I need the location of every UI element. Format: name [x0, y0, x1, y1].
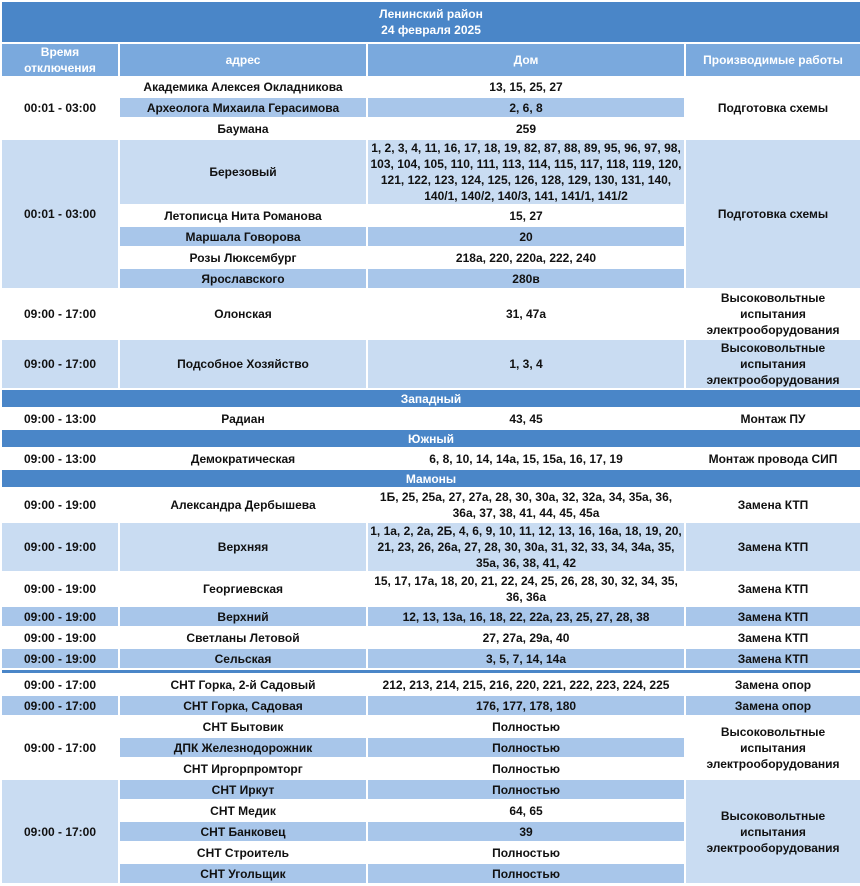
table-row [1, 408, 860, 429]
address-cell: ДПК Железнодорожник [119, 737, 367, 758]
table-row [1, 606, 860, 627]
section-row [1, 469, 860, 488]
house-cell: 15, 17, 17а, 18, 20, 21, 22, 24, 25, 26, 28, 30, 32, 34, 35, 36, 36а [367, 572, 685, 606]
house-cell: Полностью [367, 716, 685, 737]
works-cell: Замена КТП [685, 648, 860, 669]
time-cell: 09:00 - 17:00 [1, 289, 119, 339]
address-cell: Подсобное Хозяйство [119, 339, 367, 389]
address-cell: Академика Алексея Окладникова [119, 77, 367, 97]
works-cell: Подготовка схемы [685, 139, 860, 289]
table-title [1, 1, 860, 43]
works-cell: Замена КТП [685, 572, 860, 606]
header-house: Дом [367, 43, 685, 77]
time-cell: 09:00 - 19:00 [1, 606, 119, 627]
address-cell: СНТ Горка, 2-й Садовый [119, 674, 367, 695]
works-cell: Замена КТП [685, 488, 860, 522]
district-name: Ленинский район [379, 7, 483, 21]
house-cell: 27, 27а, 29а, 40 [367, 627, 685, 648]
address-cell: Верхний [119, 606, 367, 627]
section-row [1, 389, 860, 408]
address-cell: СНТ Угольщик [119, 863, 367, 884]
time-cell: 09:00 - 19:00 [1, 488, 119, 522]
section-row [1, 429, 860, 448]
section-title: Западный [1, 389, 860, 408]
address-cell: Археолога Михаила Герасимова [119, 97, 367, 118]
address-cell: Александра Дербышева [119, 488, 367, 522]
works-cell: Монтаж ПУ [685, 408, 860, 429]
header-time: Время отключения [1, 43, 119, 77]
time-cell: 09:00 - 17:00 [1, 695, 119, 716]
address-cell: СНТ Бытовик [119, 716, 367, 737]
time-cell: 09:00 - 13:00 [1, 448, 119, 469]
address-cell: Радиан [119, 408, 367, 429]
house-cell: Полностью [367, 758, 685, 779]
table-row [1, 488, 860, 522]
works-cell: Замена КТП [685, 522, 860, 572]
house-cell: 218а, 220, 220а, 222, 240 [367, 247, 685, 268]
house-cell: Полностью [367, 737, 685, 758]
header-row [1, 43, 860, 77]
address-cell: Летописца Нита Романова [119, 205, 367, 226]
address-cell: СНТ Иргорпромторг [119, 758, 367, 779]
table-row [1, 448, 860, 469]
time-cell: 09:00 - 19:00 [1, 648, 119, 669]
works-cell: Замена опор [685, 674, 860, 695]
section-title: Южный [1, 429, 860, 448]
works-cell: Замена КТП [685, 627, 860, 648]
works-cell: Монтаж провода СИП [685, 448, 860, 469]
table-row [1, 572, 860, 606]
table-row [1, 289, 860, 339]
house-cell: 1, 1а, 2, 2а, 2Б, 4, 6, 9, 10, 11, 12, 13, 16, 16а, 18, 19, 20, 21, 23, 26, 26а, 27, 28, 30, 30а, 31, 32, 33, 34, 34а, 35, 35а, 36, 38, 41, 42 [367, 522, 685, 572]
time-cell: 09:00 - 13:00 [1, 408, 119, 429]
address-cell: Березовый [119, 139, 367, 205]
house-cell: 12, 13, 13а, 16, 18, 22, 22а, 23, 25, 27, 28, 38 [367, 606, 685, 627]
house-cell: 1Б, 25, 25а, 27, 27а, 28, 30, 30а, 32, 32а, 34, 35а, 36, 36а, 37, 38, 41, 44, 45, 45а [367, 488, 685, 522]
address-cell: Маршала Говорова [119, 226, 367, 247]
house-cell: 13, 15, 25, 27 [367, 77, 685, 97]
house-cell: 43, 45 [367, 408, 685, 429]
house-cell: Полностью [367, 779, 685, 800]
time-cell: 09:00 - 19:00 [1, 627, 119, 648]
address-cell: СНТ Медик [119, 800, 367, 821]
address-cell: Демократическая [119, 448, 367, 469]
house-cell: Полностью [367, 863, 685, 884]
address-cell: СНТ Банковец [119, 821, 367, 842]
address-cell: Георгиевская [119, 572, 367, 606]
table-row [1, 695, 860, 716]
address-cell: Верхняя [119, 522, 367, 572]
house-cell: 20 [367, 226, 685, 247]
table-row [1, 648, 860, 669]
works-cell: Высоковольтные испытания электрооборудования [685, 779, 860, 884]
section-title: Мамоны [1, 469, 860, 488]
house-cell: 1, 2, 3, 4, 11, 16, 17, 18, 19, 82, 87, 88, 89, 95, 96, 97, 98, 103, 104, 105, 110, 111, 113, 114, 115, 117, 118, 119, 120, 121, 122, 123, 124, 125, 126, 128, 129, 130, 131, 140, 140/1, 140/2, 140/3, 141, 141/1, 141/2 [367, 139, 685, 205]
works-cell: Высоковольтные испытания электрооборудования [685, 289, 860, 339]
works-cell: Высоковольтные испытания электрооборудования [685, 339, 860, 389]
address-cell: Олонская [119, 289, 367, 339]
address-cell: СНТ Иркут [119, 779, 367, 800]
table-row [1, 674, 860, 695]
works-cell: Высоковольтные испытания электрооборудования [685, 716, 860, 779]
house-cell: 176, 177, 178, 180 [367, 695, 685, 716]
works-cell: Подготовка схемы [685, 77, 860, 139]
address-cell: Баумана [119, 118, 367, 139]
house-cell: 64, 65 [367, 800, 685, 821]
table-row [1, 77, 860, 97]
table-row [1, 522, 860, 572]
time-cell: 09:00 - 17:00 [1, 779, 119, 884]
table-row [1, 627, 860, 648]
table-row [1, 139, 860, 205]
house-cell: 280в [367, 268, 685, 289]
table-row [1, 716, 860, 737]
address-cell: СНТ Строитель [119, 842, 367, 863]
table-row [1, 779, 860, 800]
time-cell: 09:00 - 19:00 [1, 522, 119, 572]
house-cell: 3, 5, 7, 14, 14а [367, 648, 685, 669]
address-cell: Розы Люксембург [119, 247, 367, 268]
works-cell: Замена КТП [685, 606, 860, 627]
house-cell: 31, 47а [367, 289, 685, 339]
time-cell: 09:00 - 17:00 [1, 674, 119, 695]
header-address: адрес [119, 43, 367, 77]
house-cell: 39 [367, 821, 685, 842]
time-cell: 09:00 - 19:00 [1, 572, 119, 606]
house-cell: 1, 3, 4 [367, 339, 685, 389]
works-cell: Замена опор [685, 695, 860, 716]
house-cell: 2, 6, 8 [367, 97, 685, 118]
time-cell: 09:00 - 17:00 [1, 339, 119, 389]
house-cell: 6, 8, 10, 14, 14а, 15, 15а, 16, 17, 19 [367, 448, 685, 469]
address-cell: СНТ Горка, Садовая [119, 695, 367, 716]
house-cell: 212, 213, 214, 215, 216, 220, 221, 222, 223, 224, 225 [367, 674, 685, 695]
table-row [1, 339, 860, 389]
address-cell: Ярославского [119, 268, 367, 289]
house-cell: 15, 27 [367, 205, 685, 226]
house-cell: 259 [367, 118, 685, 139]
address-cell: Сельская [119, 648, 367, 669]
header-works: Производимые работы [685, 43, 860, 77]
house-cell: Полностью [367, 842, 685, 863]
address-cell: Светланы Летовой [119, 627, 367, 648]
title-row [1, 1, 860, 43]
time-cell: 00:01 - 03:00 [1, 77, 119, 139]
time-cell: 09:00 - 17:00 [1, 716, 119, 779]
time-cell: 00:01 - 03:00 [1, 139, 119, 289]
date: 24 февраля 2025 [381, 23, 481, 37]
